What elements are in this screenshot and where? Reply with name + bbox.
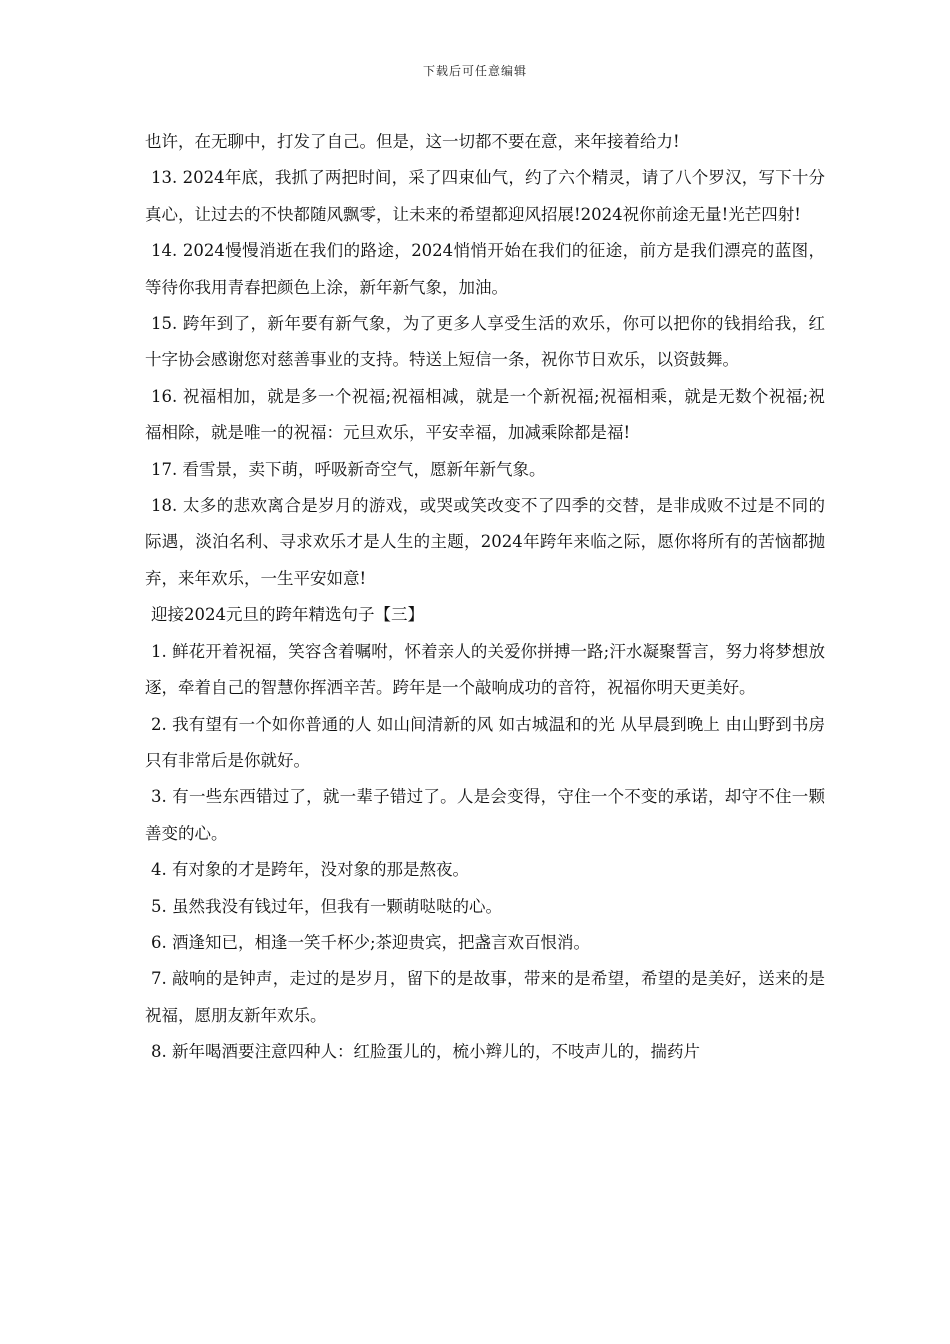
paragraph: 13. 2024年底，我抓了两把时间，采了四束仙气，约了六个精灵，请了八个罗汉，写下十分真心，让过去的不快都随风飘零，让未来的希望都迎风招展!2024祝你前途无量!光芒四射! (145, 168, 825, 224)
paragraph: 也许，在无聊中，打发了自己。但是，这一切都不要在意，来年接着给力! (145, 132, 680, 151)
paragraph: 7. 敲响的是钟声，走过的是岁月，留下的是故事，带来的是希望，希望的是美好，送来的是祝福，愿朋友新年欢乐。 (145, 969, 825, 1025)
paragraph: 1. 鲜花开着祝福，笑容含着嘱咐，怀着亲人的关爱你拼搏一路;汗水凝聚誓言，努力将梦想放逐，牵着自己的智慧你挥洒辛苦。跨年是一个敲响成功的音符，祝福你明天更美好。 (145, 641, 825, 698)
paragraph: 17. 看雪景，卖下萌，呼吸新奇空气，愿新年新气象。 (151, 459, 546, 479)
paragraph: 16. 祝福相加，就是多一个祝福;祝福相减，就是一个新祝福;祝福相乘，就是无数个祝福;祝福相除，就是唯一的祝福：元旦欢乐，平安幸福，加减乘除都是福! (145, 386, 825, 443)
paragraph: 8. 新年喝酒要注意四种人：红脸蛋儿的，梳小辫儿的，不吱声儿的，揣药片 (151, 1042, 700, 1062)
paragraph: 18. 太多的悲欢离合是岁月的游戏，或哭或笑改变不了四季的交替，是非成败不过是不同的际遇，淡泊名利、寻求欢乐才是人生的主题，2024年跨年来临之际，愿你将所有的苦恼都抛弃，来年欢乐，一生平安如意! (145, 496, 825, 588)
section-heading: 迎接2024元旦的跨年精选句子【三】 (151, 605, 424, 625)
paragraph: 5. 虽然我没有钱过年，但我有一颗萌哒哒的心。 (151, 896, 502, 916)
paragraph: 3. 有一些东西错过了，就一辈子错过了。人是会变得，守住一个不变的承诺，却守不住一颗善变的心。 (145, 787, 825, 843)
paragraph: 14. 2024慢慢消逝在我们的路途，2024悄悄开始在我们的征途，前方是我们漂亮的蓝图，等待你我用青春把颜色上涂，新年新气象，加油。 (145, 241, 825, 297)
document-body (145, 124, 825, 1071)
paragraph: 4. 有对象的才是跨年，没对象的那是熬夜。 (151, 860, 469, 880)
paragraph: 2. 我有望有一个如你普通的人 如山间清新的风 如古城温和的光 从早晨到晚上 由山野到书房 只有非常后是你就好。 (145, 714, 825, 770)
page-header: 下载后可任意编辑 (422, 64, 527, 78)
paragraph: 6. 酒逢知已，相逢一笑千杯少;茶迎贵宾，把盏言欢百恨消。 (151, 932, 591, 952)
paragraph: 15. 跨年到了，新年要有新气象，为了更多人享受生活的欢乐，你可以把你的钱捐给我，红十字协会感谢您对慈善事业的支持。特送上短信一条，祝你节日欢乐，以资鼓舞。 (145, 314, 825, 370)
